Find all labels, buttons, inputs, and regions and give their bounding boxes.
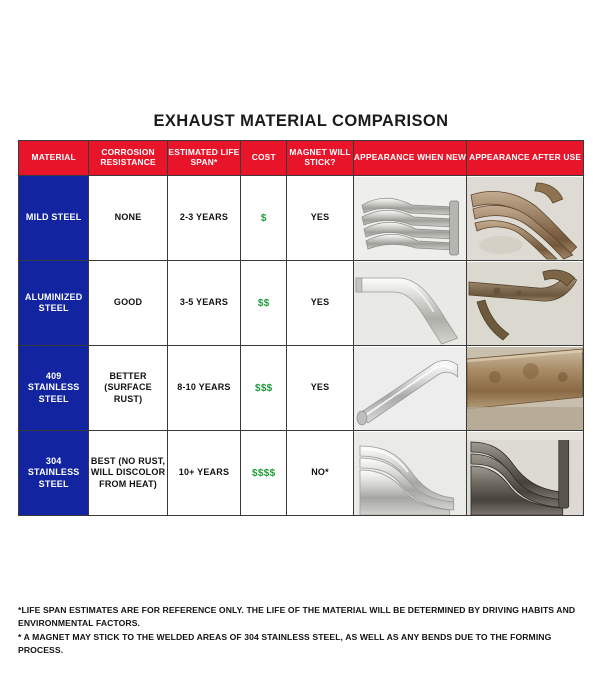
cell-appearance-new <box>353 346 467 431</box>
cell-appearance-used <box>467 261 584 346</box>
polished-304-header-photo <box>354 432 467 515</box>
cell-appearance-used <box>467 346 584 431</box>
comparison-table <box>18 140 584 516</box>
table-body <box>19 176 584 516</box>
cell-appearance-new <box>353 261 467 346</box>
rusted-steel-header-photo <box>467 177 583 260</box>
aluminized-bent-pipe-photo <box>354 262 467 345</box>
cell-magnet: YES <box>287 261 353 346</box>
column-header-life-span: ESTIMATED LIFE SPAN* <box>167 141 240 176</box>
table-row <box>19 431 584 516</box>
table-row <box>19 346 584 431</box>
column-header-appearance-used: APPEARANCE AFTER USE <box>467 141 584 176</box>
surface-rusted-409-pipe-photo <box>467 347 583 430</box>
table-header-row <box>19 141 584 176</box>
cell-material: MILD STEEL <box>19 176 89 261</box>
footnote-magnet: * A MAGNET MAY STICK TO THE WELDED AREAS OF 304 STAINLESS STEEL, AS WELL AS ANY BENDS DUE TO THE FORMING PROCESS. <box>18 631 552 655</box>
cell-corrosion-resistance: NONE <box>89 176 167 261</box>
cell-material: 409 STAINLESS STEEL <box>19 346 89 431</box>
column-header-cost: COST <box>241 141 287 176</box>
column-header-magnet: MAGNET WILL STICK? <box>287 141 353 176</box>
cell-material: 304 STAINLESS STEEL <box>19 431 89 516</box>
footnotes <box>18 604 586 657</box>
column-header-material: MATERIAL <box>19 141 89 176</box>
footnote-life-span: *LIFE SPAN ESTIMATES ARE FOR REFERENCE ONLY. THE LIFE OF THE MATERIAL WILL BE DETERMINED BY DRIVING HABITS AND ENVIRONMENTAL FACTORS. <box>18 605 576 629</box>
cell-appearance-new <box>353 431 467 516</box>
cell-cost: $$ <box>241 261 287 346</box>
cell-corrosion-resistance: BEST (NO RUST, WILL DISCOLOR FROM HEAT) <box>89 431 167 516</box>
heat-discolored-304-header-photo <box>467 432 583 515</box>
exhaust-material-comparison-chart <box>18 112 584 602</box>
cell-magnet: YES <box>287 176 353 261</box>
cell-corrosion-resistance: BETTER (SURFACE RUST) <box>89 346 167 431</box>
cell-life-span: 2-3 YEARS <box>167 176 240 261</box>
chart-title: EXHAUST MATERIAL COMPARISON <box>153 112 449 130</box>
table-header <box>19 141 584 176</box>
cell-magnet: YES <box>287 346 353 431</box>
cell-cost: $$$ <box>241 346 287 431</box>
column-header-corrosion-resistance: CORROSION RESISTANCE <box>89 141 167 176</box>
cell-life-span: 10+ YEARS <box>167 431 240 516</box>
cell-material: ALUMINIZED STEEL <box>19 261 89 346</box>
corroded-aluminized-pipe-photo <box>467 262 583 345</box>
cell-life-span: 8-10 YEARS <box>167 346 240 431</box>
cell-magnet: NO* <box>287 431 353 516</box>
cell-life-span: 3-5 YEARS <box>167 261 240 346</box>
table-row <box>19 176 584 261</box>
cell-appearance-new <box>353 176 467 261</box>
shiny-bare-steel-header-photo <box>354 177 467 260</box>
table-row <box>19 261 584 346</box>
column-header-appearance-new: APPEARANCE WHEN NEW <box>353 141 467 176</box>
cell-cost: $ <box>241 176 287 261</box>
cell-appearance-used <box>467 431 584 516</box>
polished-409-pipe-photo <box>354 347 467 430</box>
cell-corrosion-resistance: GOOD <box>89 261 167 346</box>
cell-appearance-used <box>467 176 584 261</box>
cell-cost: $$$$ <box>241 431 287 516</box>
